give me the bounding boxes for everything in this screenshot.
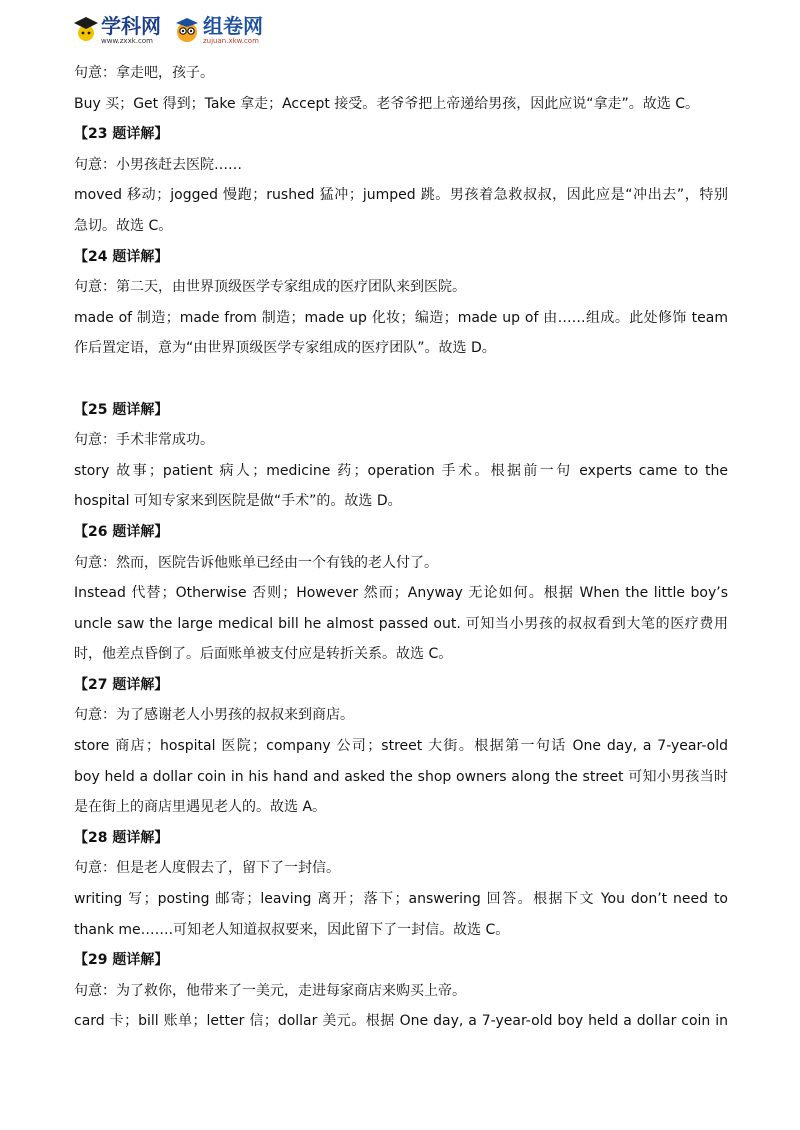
text-line: boy held a dollar coin in his hand and asked the shop owners along the street 可知小男孩当时 [74, 768, 728, 785]
zujuan-logo [174, 10, 263, 50]
text-line: 急切。故选 C。 [74, 217, 173, 234]
text-line: 时，他差点昏倒了。后面账单被支付应是转折关系。故选 C。 [74, 646, 453, 663]
zxxk-logo [74, 10, 161, 50]
text-line: 句意：然而，医院告诉他账单已经由一个有钱的老人付了。 [74, 554, 438, 571]
text-line: made of 制造；made from 制造；made up 化妆；编造；made up of 由……组成。此处修饰 team [74, 309, 728, 326]
section-heading: 【28 题详解】 [74, 829, 169, 846]
section-heading: 【29 题详解】 [74, 952, 169, 969]
page-header [74, 10, 374, 50]
section-heading: 【23 题详解】 [74, 126, 169, 143]
zxxk-logo-url: www.zxxk.com [101, 37, 153, 45]
text-line: writing 写；posting 邮寄；leaving 离开；落下；answering 回答。根据下文 You don’t need to [74, 891, 728, 908]
section-heading: 【25 题详解】 [74, 401, 169, 418]
blank-line [74, 364, 728, 395]
text-line: 句意：第二天，由世界顶级医学专家组成的医疗团队来到医院。 [74, 279, 466, 296]
zujuan-logo-url: zujuan.xkw.com [203, 37, 259, 45]
text-line: 句意：但是老人度假去了，留下了一封信。 [74, 860, 340, 877]
document-body [74, 58, 728, 1037]
text-line: 句意：小男孩赶去医院…… [74, 156, 242, 173]
text-line: 句意：为了救你，他带来了一美元，走进每家商店来购买上帝。 [74, 982, 466, 999]
text-line: Buy 买；Get 得到；Take 拿走；Accept 接受。老爷爷把上帝递给男孩，因此应说“拿走”。故选 C。 [74, 95, 699, 112]
mascot-icon [174, 15, 200, 45]
text-line: thank me…….可知老人知道叔叔要来，因此留下了一封信。故选 C。 [74, 921, 510, 938]
text-line: 句意：手术非常成功。 [74, 432, 214, 449]
text-line: 是在街上的商店里遇见老人的。故选 A。 [74, 799, 327, 816]
text-line: story 故事；patient 病人；medicine 药；operation 手术。根据前一句 experts came to the [74, 462, 728, 479]
text-line: card 卡；bill 账单；letter 信；dollar 美元。根据 One day, a 7-year-old boy held a dollar coin in [74, 1013, 728, 1030]
section-heading: 【26 题详解】 [74, 523, 169, 540]
section-heading: 【24 题详解】 [74, 248, 169, 265]
text-line: 句意：为了感谢老人小男孩的叔叔来到商店。 [74, 707, 354, 724]
text-line: 作后置定语，意为“由世界顶级医学专家组成的医疗团队”。故选 D。 [74, 340, 496, 357]
text-line: 句意：拿走吧，孩子。 [74, 65, 214, 81]
text-line: moved 移动；jogged 慢跑；rushed 猛冲；jumped 跳。男孩着急救叔叔，因此应是“冲出去”，特别 [74, 187, 728, 204]
graduation-cap-icon [74, 15, 98, 45]
section-heading: 【27 题详解】 [74, 676, 169, 693]
text-line: Instead 代替；Otherwise 否则；However 然而；Anyway 无论如何。根据 When the little boy’s [74, 585, 728, 602]
zxxk-logo-title: 学科网 [101, 14, 161, 38]
text-line: store 商店；hospital 医院；company 公司；street 大街。根据第一句话 One day, a 7-year-old [74, 738, 728, 755]
zujuan-logo-title: 组卷网 [203, 14, 263, 38]
text-line: uncle saw the large medical bill he almost passed out. 可知当小男孩的叔叔看到大笔的医疗费用 [74, 615, 728, 632]
text-line: hospital 可知专家来到医院是做“手术”的。故选 D。 [74, 493, 402, 510]
